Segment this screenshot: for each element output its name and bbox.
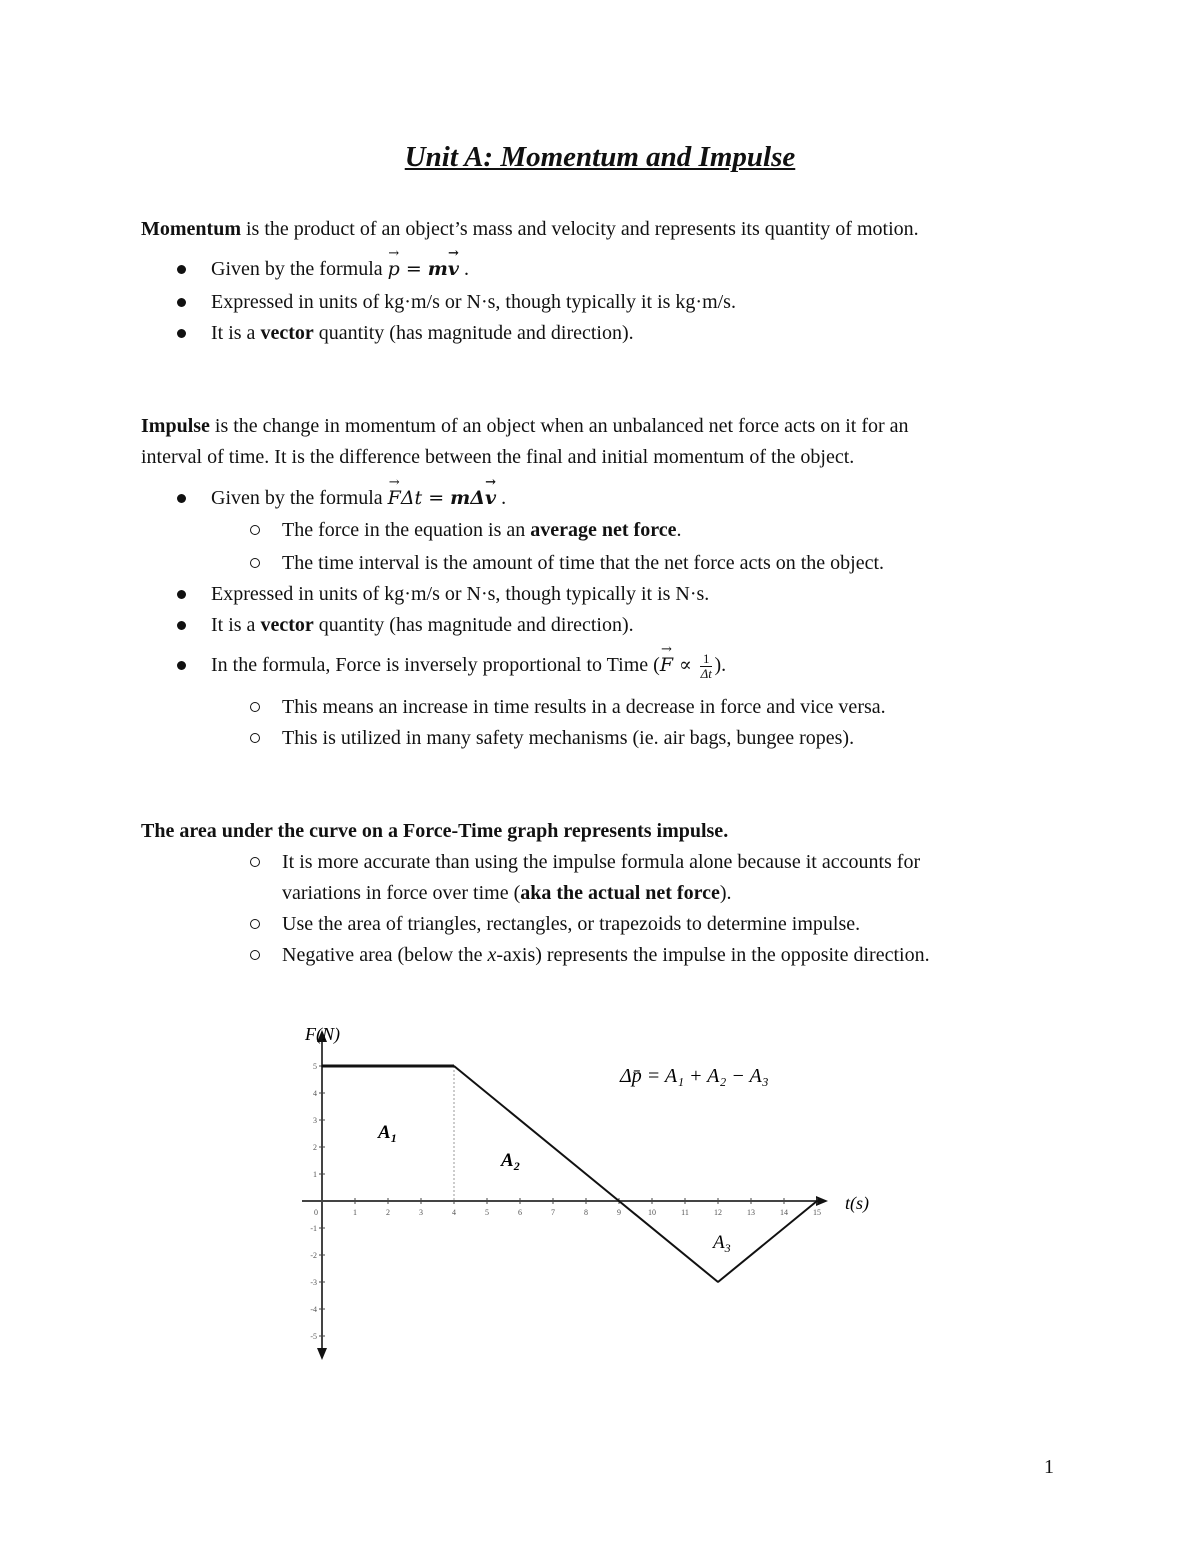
x-tick-label: 10 bbox=[648, 1208, 656, 1217]
x-tick-label: 2 bbox=[386, 1208, 390, 1217]
page-title: Unit A: Momentum and Impulse bbox=[404, 141, 796, 173]
sub-bullet-icon bbox=[250, 919, 260, 929]
sub-bullet-icon bbox=[250, 950, 260, 960]
accuracy-item-line2 bbox=[282, 880, 732, 906]
area-label-a1: $A_1$ bbox=[378, 1122, 397, 1145]
equals: = bbox=[422, 487, 451, 509]
data-point bbox=[453, 1065, 455, 1067]
x-tick-label: 11 bbox=[681, 1208, 689, 1217]
y-tick-label: 1 bbox=[313, 1170, 317, 1179]
fraction bbox=[700, 652, 713, 681]
y-tick-label: -5 bbox=[310, 1332, 317, 1341]
text: variations in force over time ( bbox=[282, 882, 521, 904]
area-heading: The area under the curve on a Force-Time graph represents impulse. bbox=[141, 820, 729, 842]
impulse-vector-item bbox=[211, 612, 634, 638]
text: . bbox=[676, 519, 682, 541]
text: The force in the equation is an bbox=[282, 519, 531, 541]
average-force-item bbox=[282, 517, 681, 543]
y-tick-label: 2 bbox=[313, 1143, 317, 1152]
bold-text: vector bbox=[260, 614, 314, 636]
vice-versa-item: This means an increase in time results in a decrease in force and vice versa. bbox=[282, 696, 886, 718]
equals: = bbox=[399, 258, 428, 280]
data-point bbox=[816, 1200, 818, 1202]
force-line-segment bbox=[619, 1201, 718, 1282]
area-label-a3: $A_3$ bbox=[713, 1232, 731, 1255]
text: is the change in momentum of an object when an unbalanced net force acts on it for an bbox=[209, 415, 909, 437]
text: Given by the formula bbox=[211, 487, 388, 509]
force-time-graph bbox=[290, 1010, 890, 1370]
accuracy-item: It is more accurate than using the impulse formula alone because it accounts for bbox=[282, 851, 921, 873]
x-tick-label: 6 bbox=[518, 1208, 522, 1217]
text: . bbox=[458, 258, 469, 280]
x-tick-label: 8 bbox=[584, 1208, 588, 1217]
vector-p: → p bbox=[388, 256, 400, 282]
data-point bbox=[717, 1281, 719, 1283]
momentum-definition bbox=[141, 216, 919, 242]
bullet-icon bbox=[177, 494, 186, 503]
sub-bullet-icon bbox=[250, 857, 260, 867]
y-tick-label: 3 bbox=[313, 1116, 317, 1125]
bullet-icon bbox=[177, 661, 186, 670]
y-tick-label: -4 bbox=[310, 1305, 317, 1314]
y-tick-label: 4 bbox=[313, 1089, 317, 1098]
y-axis-label: F(N) bbox=[305, 1024, 340, 1044]
denominator: Δt bbox=[700, 666, 712, 681]
text: In the formula, Force is inversely proportional to Time ( bbox=[211, 654, 660, 677]
text: quantity (has magnitude and direction). bbox=[313, 322, 634, 344]
y-tick-label: -3 bbox=[310, 1278, 317, 1287]
momentum-formula-item bbox=[211, 256, 469, 282]
x-axis-label: t(s) bbox=[845, 1193, 869, 1213]
area-label-a2: $A_2$ bbox=[501, 1150, 520, 1173]
force-line-segment bbox=[454, 1066, 619, 1201]
x-tick-label: 13 bbox=[747, 1208, 755, 1217]
y-axis-down-arrow-icon bbox=[317, 1348, 327, 1360]
impulse-definition-line2: interval of time. It is the difference between the final and initial momentum of the object. bbox=[141, 446, 855, 468]
text: -axis) represents the impulse in the opposite direction. bbox=[496, 944, 930, 966]
impulse-formula-item bbox=[211, 485, 506, 511]
impulse-term: Impulse bbox=[141, 415, 210, 437]
sub-bullet-icon bbox=[250, 733, 260, 743]
text: ). bbox=[714, 654, 727, 677]
delta-t: Δt bbox=[400, 487, 423, 509]
vector-v: → v bbox=[448, 256, 459, 282]
text: . bbox=[496, 487, 507, 509]
numerator: 1 bbox=[700, 652, 713, 667]
inverse-proportion-item bbox=[211, 652, 726, 681]
vector-f: → F bbox=[660, 652, 673, 678]
momentum-vector-item bbox=[211, 320, 634, 346]
x-tick-label: 0 bbox=[314, 1208, 318, 1217]
mass: m bbox=[427, 258, 448, 280]
data-point bbox=[618, 1200, 620, 1202]
y-tick-label: -1 bbox=[310, 1224, 317, 1233]
x-tick-label: 7 bbox=[551, 1208, 555, 1217]
x-tick-label: 5 bbox=[485, 1208, 489, 1217]
text: It is a bbox=[211, 614, 261, 636]
bullet-icon bbox=[177, 590, 186, 599]
text: It is a bbox=[211, 322, 261, 344]
negative-area-item bbox=[282, 942, 930, 968]
x-tick-label: 14 bbox=[780, 1208, 788, 1217]
mass-delta: mΔ bbox=[450, 487, 486, 509]
impulse-equation: Δp̄ = A₁ + A₂ − A₃ bbox=[620, 1065, 769, 1087]
impulse-units-item: Expressed in units of kg·m/s or N·s, though typically it is N·s. bbox=[211, 583, 710, 605]
x-tick-label: 1 bbox=[353, 1208, 357, 1217]
text: Negative area (below the bbox=[282, 944, 488, 966]
text: quantity (has magnitude and direction). bbox=[313, 614, 634, 636]
bullet-icon bbox=[177, 621, 186, 630]
x-tick-label: 4 bbox=[452, 1208, 456, 1217]
y-tick-label: -2 bbox=[310, 1251, 317, 1260]
x-tick-label: 15 bbox=[813, 1208, 821, 1217]
momentum-definition-text: is the product of an object’s mass and velocity and represents its quantity of motion. bbox=[240, 218, 919, 240]
bold-text: vector bbox=[260, 322, 314, 344]
x-tick-label: 9 bbox=[617, 1208, 621, 1217]
bullet-icon bbox=[177, 298, 186, 307]
momentum-units-item: Expressed in units of kg·m/s or N·s, though typically it is kg·m/s. bbox=[211, 291, 736, 313]
bold-text: aka the actual net force bbox=[520, 882, 720, 904]
shapes-item: Use the area of triangles, rectangles, or trapezoids to determine impulse. bbox=[282, 913, 861, 935]
sub-bullet-icon bbox=[250, 525, 260, 535]
proportional-symbol: ∝ bbox=[673, 654, 698, 677]
x-tick-label: 12 bbox=[714, 1208, 722, 1217]
bullet-icon bbox=[177, 329, 186, 338]
x-tick-label: 3 bbox=[419, 1208, 423, 1217]
force-line-segment bbox=[718, 1201, 817, 1282]
text: ). bbox=[719, 882, 732, 904]
impulse-definition bbox=[141, 413, 909, 439]
bold-text: average net force bbox=[530, 519, 677, 541]
italic-x: x bbox=[487, 944, 497, 966]
data-point bbox=[321, 1065, 323, 1067]
time-interval-item: The time interval is the amount of time that the net force acts on the object. bbox=[282, 552, 885, 574]
vector-f: → F bbox=[388, 485, 401, 511]
sub-bullet-icon bbox=[250, 702, 260, 712]
bullet-icon bbox=[177, 265, 186, 274]
page-number: 1 bbox=[1044, 1456, 1054, 1478]
sub-bullet-icon bbox=[250, 558, 260, 568]
momentum-term: Momentum bbox=[141, 218, 241, 240]
text: Given by the formula bbox=[211, 258, 388, 280]
safety-item: This is utilized in many safety mechanisms (ie. air bags, bungee ropes). bbox=[282, 727, 855, 749]
vector-v: → v bbox=[485, 485, 496, 511]
y-tick-label: 5 bbox=[313, 1062, 317, 1071]
